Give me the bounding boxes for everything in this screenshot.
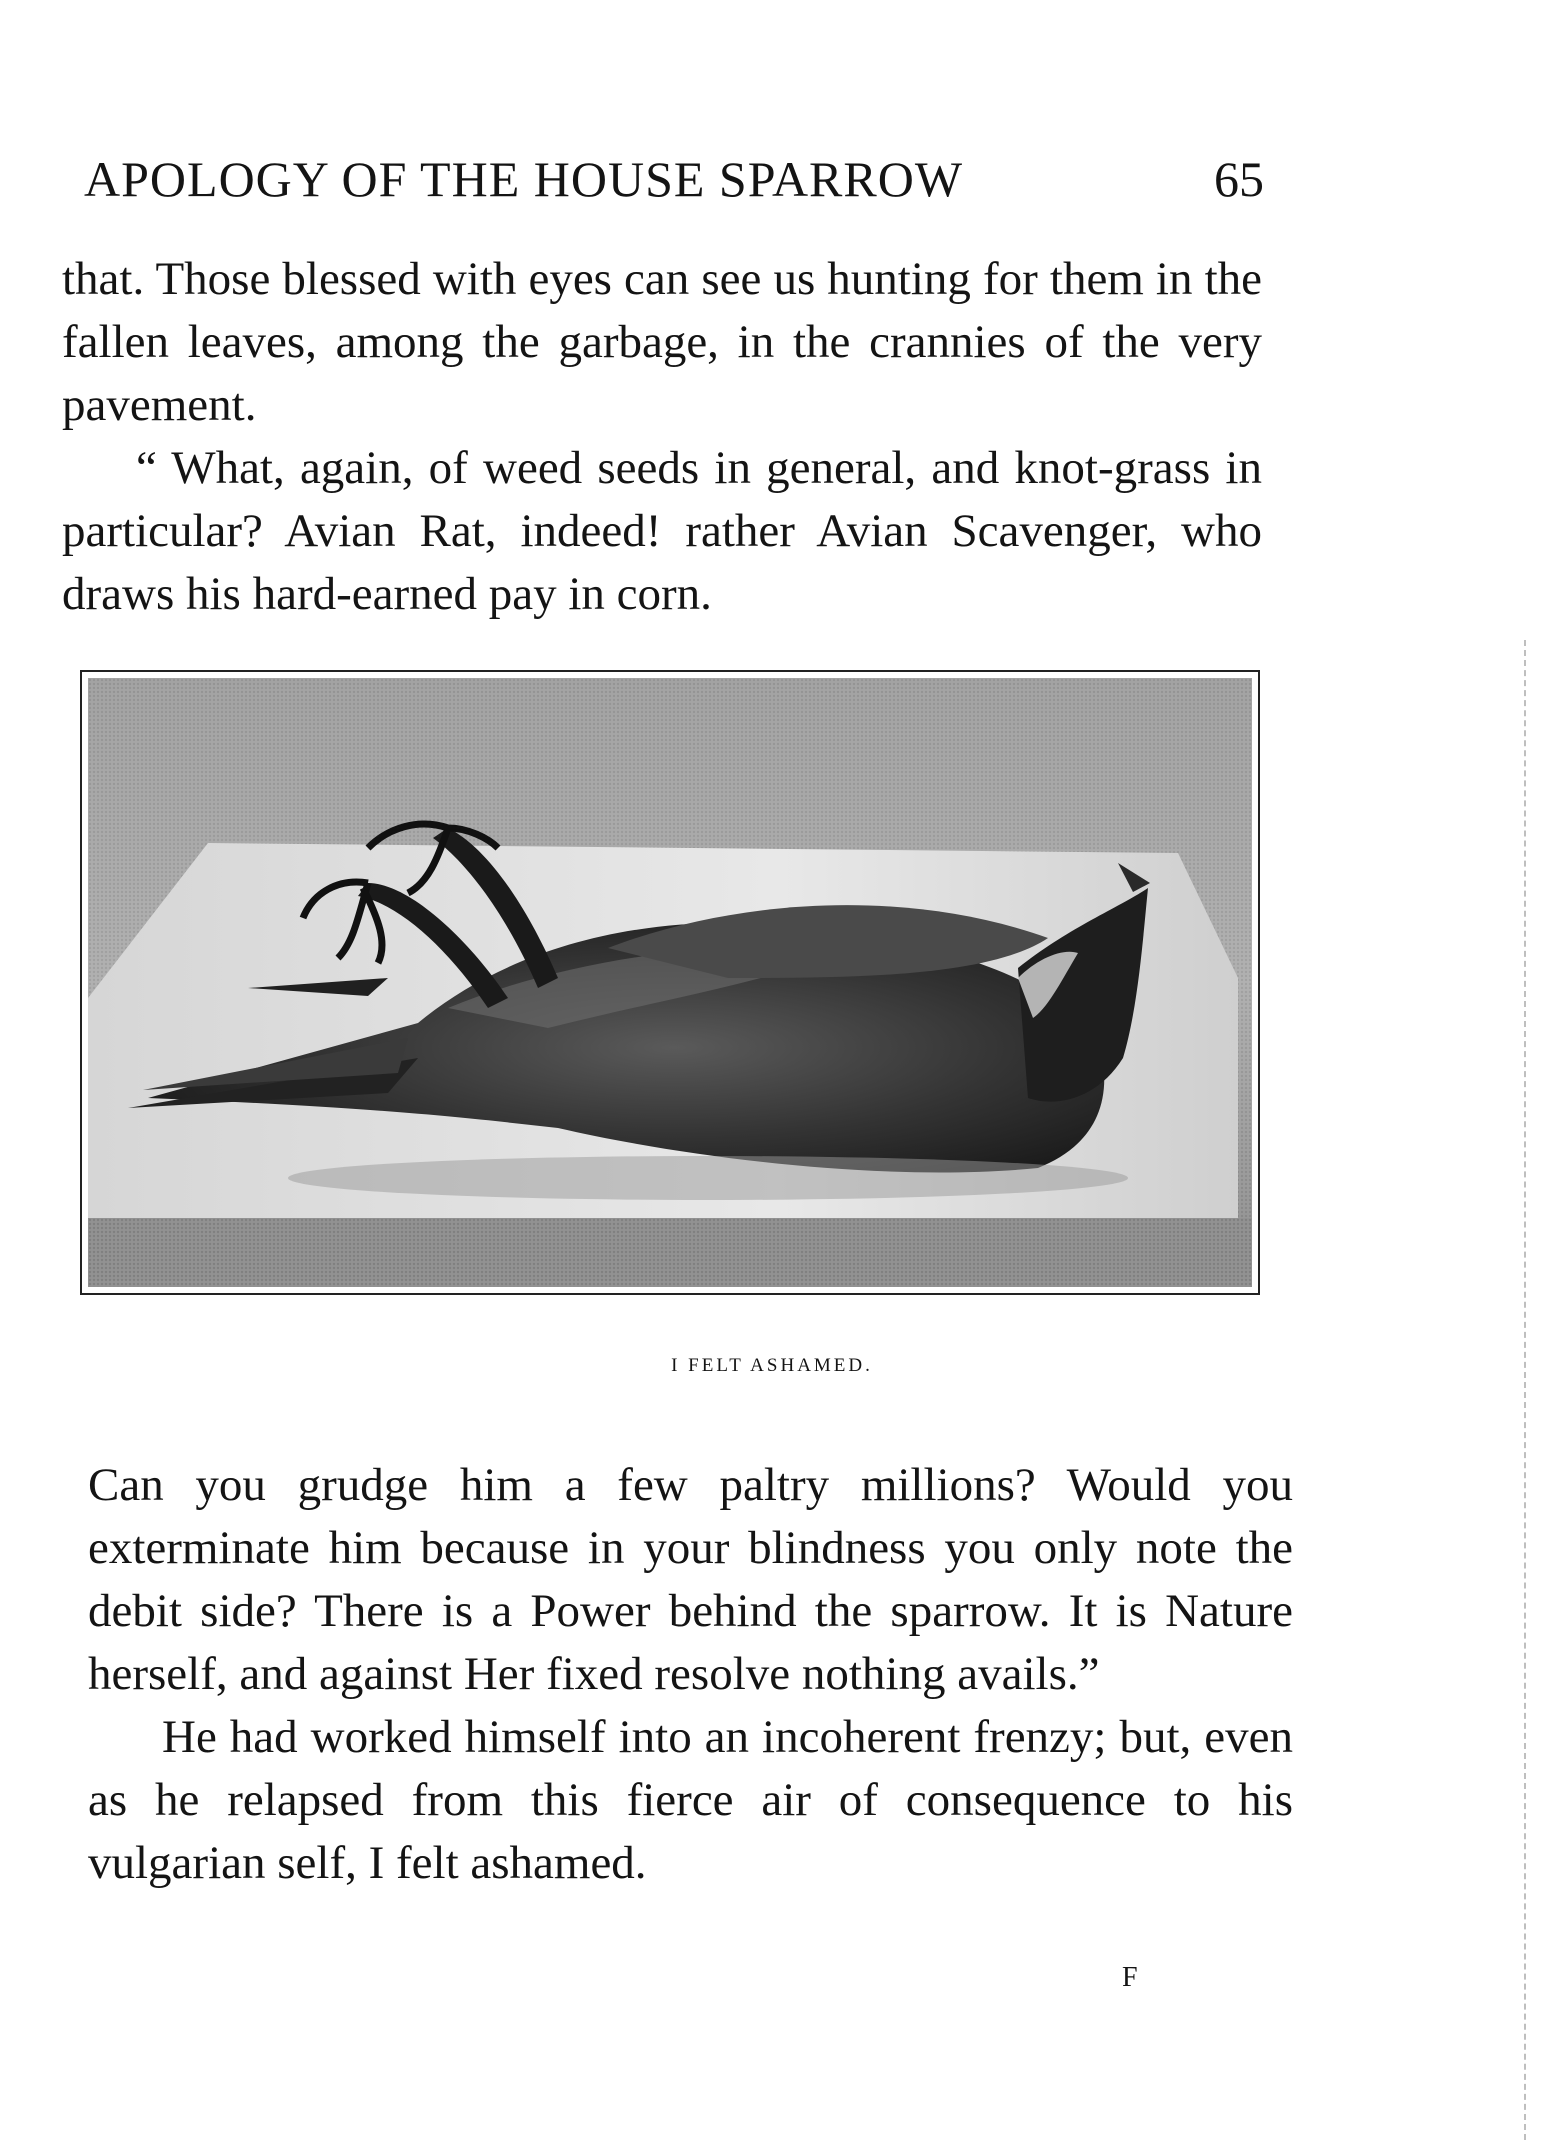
photo-plate (80, 670, 1260, 1295)
body-text-bottom (88, 1454, 1293, 1895)
page-number: 65 (1214, 151, 1264, 207)
figure-caption: I FELT ASHAMED. (671, 1355, 873, 1376)
signature-mark: F (1122, 1962, 1138, 1993)
paragraph-2: “ What, again, of weed seeds in general, and knot-grass in particular? Avian Rat, indeed! rather Avian Scavenger, who draws his hard-earned pay in corn. (62, 442, 1262, 620)
body-text-top (62, 248, 1262, 626)
scan-edge-mark (1524, 640, 1526, 2140)
paragraph-4: He had worked himself into an incoherent frenzy; but, even as he relapsed from this fierce air of consequence to his vulgarian self, I felt ashamed. (88, 1711, 1293, 1889)
running-title: APOLOGY OF THE HOUSE SPARROW (84, 151, 964, 207)
running-header (84, 150, 1264, 208)
paragraph-3: Can you grudge him a few paltry millions? Would you exterminate him because in your blindness you only note the debit side? There is a Power behind the sparrow. It is Nature herself, and against Her fixed resolve nothing avails.” (88, 1459, 1293, 1700)
dead-sparrow-photo (88, 678, 1252, 1287)
paragraph-1: that. Those blessed with eyes can see us hunting for them in the fallen leaves, among the garbage, in the crannies of the very pavement. (62, 253, 1262, 431)
